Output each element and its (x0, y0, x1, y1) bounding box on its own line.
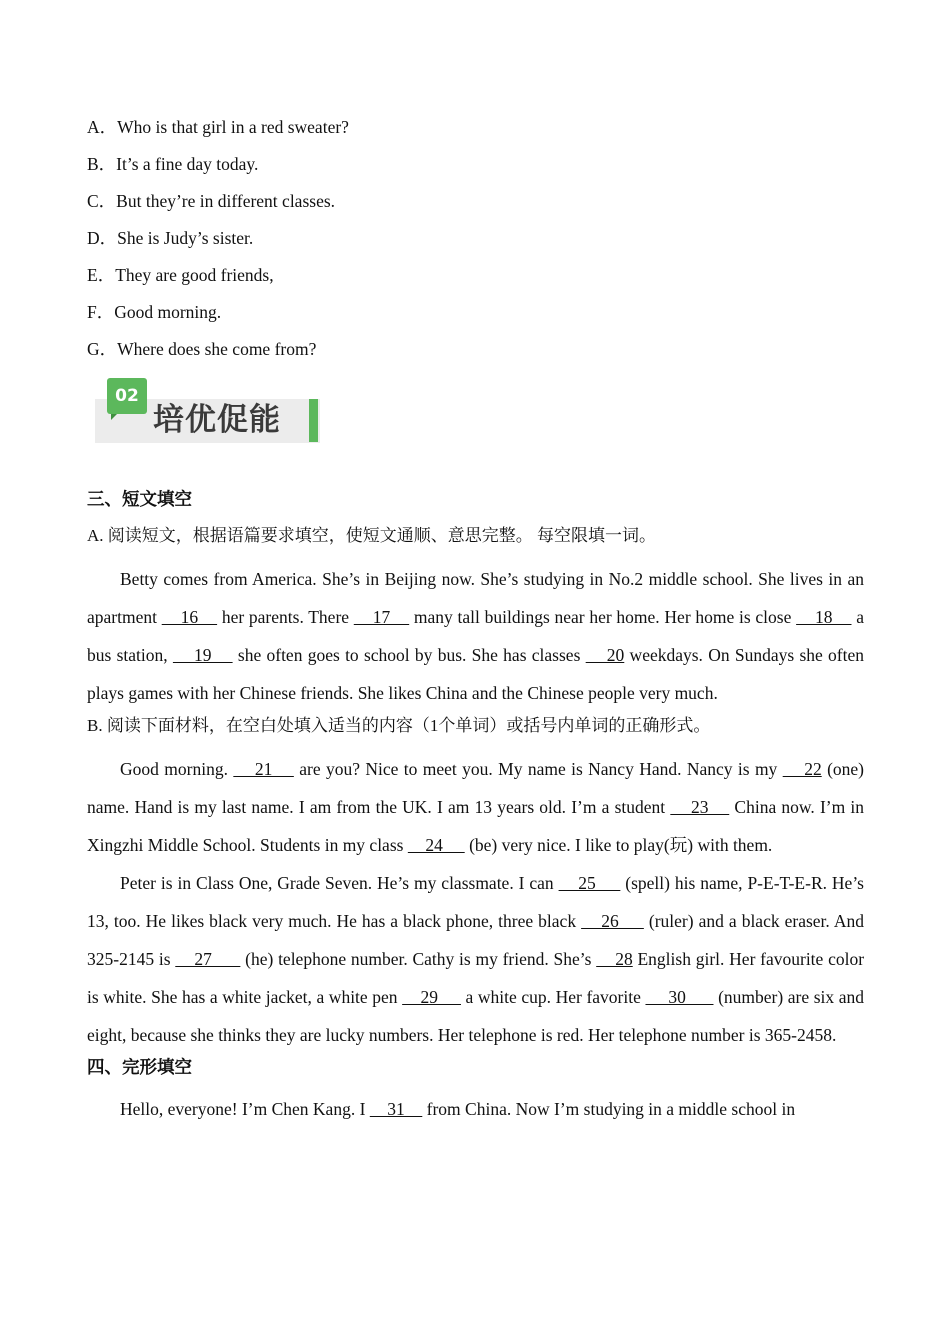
passage-text: (number) are six and eight, because she thinks they are lucky numbers. Her telephone is red. Her telephone number is 365-2458. (87, 987, 865, 1045)
passage-text: a white cup. Her favorite (460, 987, 646, 1007)
section-banner (95, 378, 320, 444)
banner-title: 培优促能 (153, 402, 281, 438)
blank-29: 29 (402, 987, 461, 1007)
part-a-instruction: A. 阅读短文，根据语篇要求填空，使短文通顺、意思完整。 每空限填一词。 (87, 526, 657, 545)
blank-27: 27 (175, 949, 241, 969)
passage-text: weekdays. On Sundays she often plays games with her Chinese friends. She likes China and the Chinese people very much. (87, 645, 865, 703)
blank-19: 19 (172, 645, 233, 665)
passage-text: from China. Now I’m studying in a middle school in (422, 1099, 796, 1119)
blank-30: 30 (645, 987, 714, 1007)
main-content (87, 486, 864, 1128)
blank-23: 23 (670, 797, 730, 817)
option-f: F．Good morning. (87, 302, 222, 322)
blank-20: 20 (585, 645, 625, 665)
blank-25: 25 (558, 873, 621, 893)
passage-text: her parents. There (217, 607, 354, 627)
passage-text: China now. I’m in Xingzhi Middle School. Students in my class (87, 797, 864, 855)
passage-text: she often goes to school by bus. She has classes (232, 645, 586, 665)
banner-accent-bar (309, 399, 318, 442)
part-b-passage-2 (87, 864, 864, 1054)
option-g: G．Where does she come from? (87, 339, 317, 359)
passage-text: (ruler) and a black eraser. And 325-2145 is (87, 911, 864, 969)
passage-text: (one) name. Hand is my last name. I am from the UK. I am 13 years old. I’m a student (87, 759, 865, 817)
blank-16: 16 (161, 607, 218, 627)
passage-text: (be) very nice. I like to play(玩) with them. (464, 835, 773, 855)
option-c: C．But they’re in different classes. (87, 191, 336, 211)
part-a-passage (87, 560, 864, 712)
cloze-passage (87, 1090, 864, 1128)
blank-26: 26 (581, 911, 644, 931)
option-a: A．Who is that girl in a red sweater? (87, 117, 349, 137)
passage-text: (spell) his name, P-E-T-E-R. He’s 13, too. He likes black very much. He has a black phone, three black (87, 873, 864, 931)
blank-18: 18 (796, 607, 852, 627)
part-b-instruction: B. 阅读下面材料，在空白处填入适当的内容（1个单词）或括号内单词的正确形式。 (87, 716, 711, 735)
blank-28: 28 (596, 949, 633, 969)
banner-number-badge: 02 (107, 378, 147, 414)
passage-text: (he) telephone number. Cathy is my friend. She’s (240, 949, 597, 969)
option-b: B．It’s a fine day today. (87, 154, 259, 174)
passage-text: a bus station, (87, 607, 865, 665)
section-4-heading: 四、完形填空 (87, 1058, 192, 1078)
passage-text: Hello, everyone! I’m Chen Kang. I (120, 1099, 370, 1119)
passage-text: English girl. Her favourite color is white. She has a white jacket, a white pen (87, 949, 865, 1007)
passage-text: Peter is in Class One, Grade Seven. He’s my classmate. I can (120, 873, 559, 893)
part-b-passage-1 (87, 750, 864, 864)
passage-text: many tall buildings near her home. Her home is close (409, 607, 797, 627)
passage-text: are you? Nice to meet you. My name is Nancy Hand. Nancy is my (293, 759, 783, 779)
option-list (87, 114, 349, 373)
section-3-heading: 三、短文填空 (87, 490, 192, 510)
passage-text: Good morning. (120, 759, 234, 779)
option-d: D．She is Judy’s sister. (87, 228, 254, 248)
blank-17: 17 (353, 607, 410, 627)
blank-22: 22 (782, 759, 822, 779)
option-e: E．They are good friends, (87, 265, 274, 285)
blank-21: 21 (233, 759, 294, 779)
blank-24: 24 (407, 835, 465, 855)
blank-31: 31 (369, 1099, 423, 1119)
passage-text: Betty comes from America. She’s in Beijing now. She’s studying in No.2 middle school. She lives in an apartment (87, 569, 864, 627)
